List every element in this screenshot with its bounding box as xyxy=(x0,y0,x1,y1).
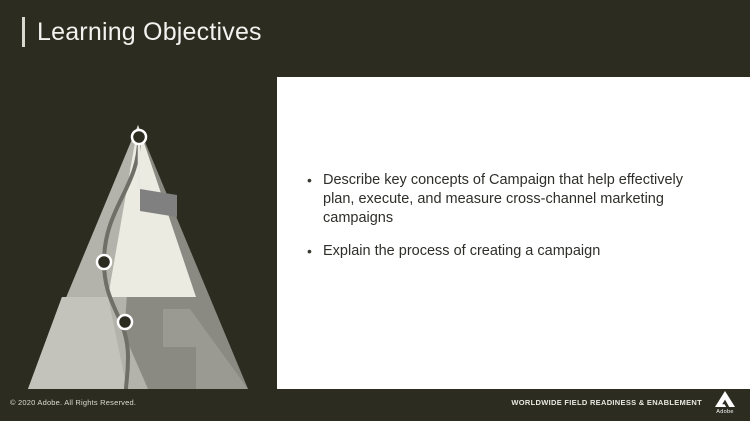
copyright-text: © 2020 Adobe. All Rights Reserved. xyxy=(10,398,137,407)
waypoint-marker-lower xyxy=(118,315,132,329)
list-item xyxy=(307,242,707,261)
waypoint-marker-top xyxy=(132,130,146,144)
list-item xyxy=(307,171,707,228)
title-accent-bar xyxy=(22,17,25,47)
page-title xyxy=(22,12,262,52)
bullet-text: Describe key concepts of Campaign that help effectively plan, execute, and measure cross-channel marketing campaigns xyxy=(323,172,684,226)
title-label: Learning Objectives xyxy=(37,17,262,46)
program-name: WORLDWIDE FIELD READINESS & ENABLEMENT xyxy=(511,398,702,407)
waypoint-marker-middle xyxy=(97,255,111,269)
content-panel xyxy=(277,77,750,389)
bullet-text: Explain the process of creating a campaign xyxy=(323,243,601,259)
adobe-a-icon xyxy=(710,390,740,408)
bullet-marker-icon: • xyxy=(307,172,312,188)
adobe-logo xyxy=(710,390,740,415)
bullet-list xyxy=(307,171,707,275)
adobe-wordmark: Adobe xyxy=(716,409,734,415)
mountain-illustration xyxy=(0,77,277,389)
bullet-marker-icon: • xyxy=(307,243,312,259)
